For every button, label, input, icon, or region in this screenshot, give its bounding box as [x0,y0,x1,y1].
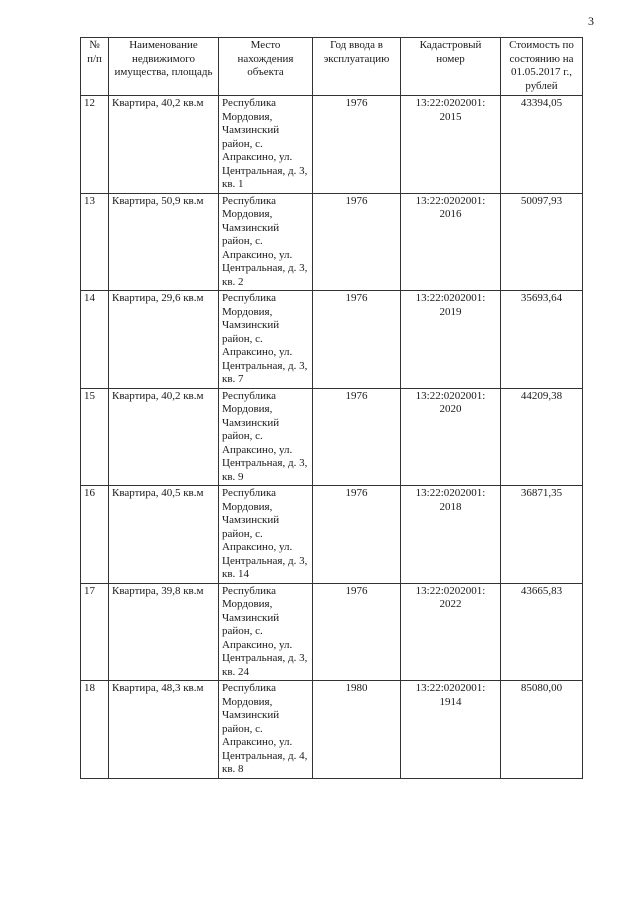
table-row [81,193,583,291]
table-header [81,38,583,96]
row-number: 14 [81,291,109,389]
cadastral-number: 13:22:0202001: 2015 [401,96,501,194]
header-location: Место нахождения объекта [219,38,313,96]
property-table [80,37,583,779]
table-row [81,681,583,779]
property-name: Квартира, 39,8 кв.м [109,583,219,681]
property-cost: 36871,35 [501,486,583,584]
commission-year: 1976 [313,291,401,389]
row-number: 18 [81,681,109,779]
header-number: № п/п [81,38,109,96]
table-row [81,96,583,194]
commission-year: 1976 [313,193,401,291]
row-number: 15 [81,388,109,486]
property-location: Республика Мордовия, Чамзинский район, с. Апраксино, ул. Центральная, д. 3, кв. 24 [219,583,313,681]
row-number: 12 [81,96,109,194]
table-body [81,96,583,779]
header-name: Наименование недвижимого имущества, площадь [109,38,219,96]
property-cost: 85080,00 [501,681,583,779]
property-name: Квартира, 48,3 кв.м [109,681,219,779]
cadastral-number: 13:22:0202001: 2022 [401,583,501,681]
property-location: Республика Мордовия, Чамзинский район, с. Апраксино, ул. Центральная, д. 3, кв. 2 [219,193,313,291]
property-cost: 50097,93 [501,193,583,291]
property-name: Квартира, 40,2 кв.м [109,96,219,194]
page-number: 3 [588,14,594,28]
row-number: 13 [81,193,109,291]
commission-year: 1976 [313,486,401,584]
property-cost: 44209,38 [501,388,583,486]
property-location: Республика Мордовия, Чамзинский район, с. Апраксино, ул. Центральная, д. 4, кв. 8 [219,681,313,779]
cadastral-number: 13:22:0202001: 2016 [401,193,501,291]
property-cost: 43665,83 [501,583,583,681]
cadastral-number: 13:22:0202001: 2018 [401,486,501,584]
table-row [81,486,583,584]
header-cost: Стоимость по состоянию на 01.05.2017 г., рублей [501,38,583,96]
property-location: Республика Мордовия, Чамзинский район, с. Апраксино, ул. Центральная, д. 3, кв. 7 [219,291,313,389]
cadastral-number: 13:22:0202001: 2019 [401,291,501,389]
row-number: 17 [81,583,109,681]
property-name: Квартира, 29,6 кв.м [109,291,219,389]
cadastral-number: 13:22:0202001: 2020 [401,388,501,486]
cadastral-number: 13:22:0202001: 1914 [401,681,501,779]
commission-year: 1976 [313,583,401,681]
header-year: Год ввода в эксплуатацию [313,38,401,96]
header-cadastral: Кадастровый номер [401,38,501,96]
property-location: Республика Мордовия, Чамзинский район, с. Апраксино, ул. Центральная, д. 3, кв. 9 [219,388,313,486]
row-number: 16 [81,486,109,584]
property-location: Республика Мордовия, Чамзинский район, с. Апраксино, ул. Центральная, д. 3, кв. 14 [219,486,313,584]
property-cost: 43394,05 [501,96,583,194]
table-row [81,583,583,681]
commission-year: 1976 [313,96,401,194]
property-location: Республика Мордовия, Чамзинский район, с. Апраксино, ул. Центральная, д. 3, кв. 1 [219,96,313,194]
table-row [81,388,583,486]
commission-year: 1980 [313,681,401,779]
property-cost: 35693,64 [501,291,583,389]
table-row [81,291,583,389]
commission-year: 1976 [313,388,401,486]
property-name: Квартира, 50,9 кв.м [109,193,219,291]
property-name: Квартира, 40,5 кв.м [109,486,219,584]
property-name: Квартира, 40,2 кв.м [109,388,219,486]
